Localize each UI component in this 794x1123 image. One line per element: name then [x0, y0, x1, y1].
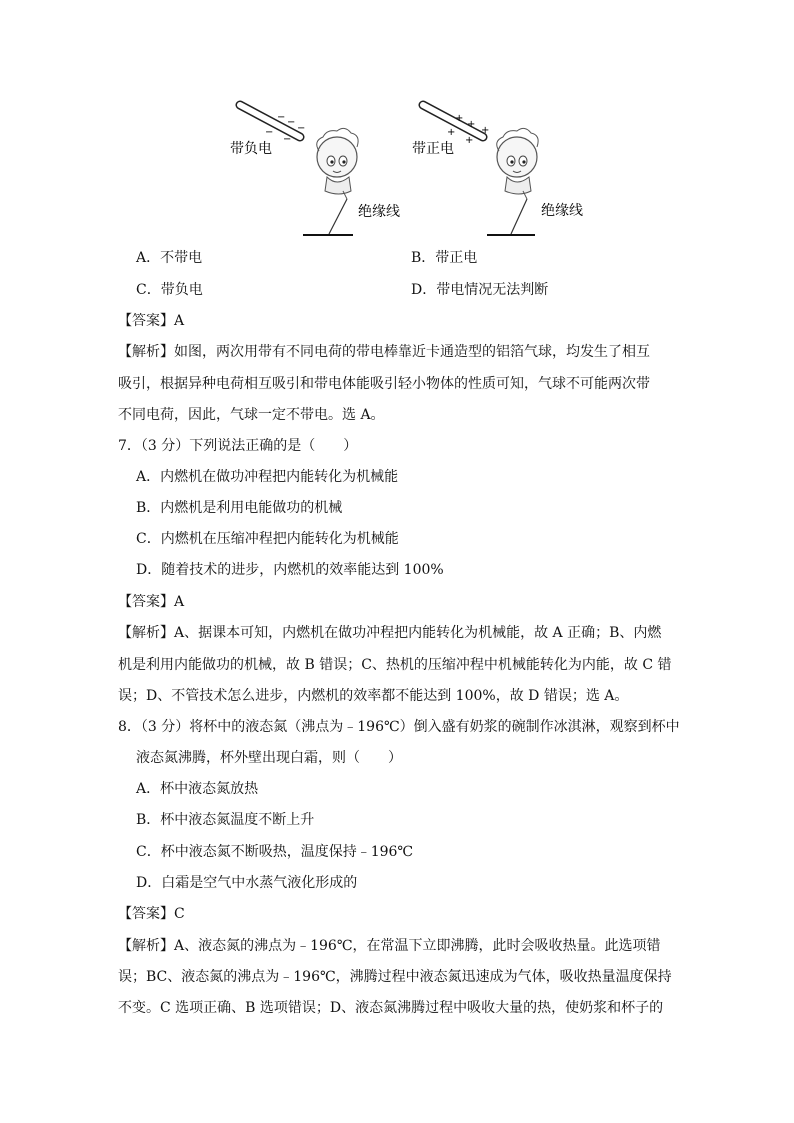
left-minus-5: −: [283, 134, 292, 145]
q6-option-d: D．带电情况无法判断: [411, 282, 549, 298]
left-string-label: 绝缘线: [358, 204, 400, 220]
q8-explanation-line-3: 不变。C 选项正确、B 选项错误；D、液态氮沸腾过程中吸收大量的热，使奶浆和杯子的: [118, 1000, 664, 1016]
right-rod-label: 带正电: [412, 141, 454, 157]
q8-option-c: C．杯中液态氮不断吸热，温度保持﹣196℃: [136, 844, 414, 860]
left-string: [329, 199, 347, 234]
right-string-label: 绝缘线: [541, 203, 583, 219]
q8-stem-line-1: 8．（3 分）将杯中的液态氮（沸点为﹣196℃）倒入盛有奶浆的碗制作冰淇淋，观察到杯中: [118, 719, 680, 735]
right-plus-5: +: [465, 135, 474, 146]
q7-explanation-line-1: 【解析】A、据课本可知，内燃机在做功冲程把内能转化为机械能，故 A 正确；B、内燃: [118, 625, 662, 641]
q8-option-b: B．杯中液态氮温度不断上升: [136, 812, 315, 828]
right-plus-2: +: [467, 119, 476, 130]
q7-option-b: B．内燃机是利用电能做功的机械: [136, 500, 343, 516]
q8-stem-line-2: 液态氮沸腾，杯外壁出现白霜，则（ ）: [136, 750, 402, 766]
left-balloon: [317, 128, 358, 199]
q8-explanation-line-2: 误；BC、液态氮的沸点为﹣196℃，沸腾过程中液态氮迅速成为气体，吸收热量温度保持: [118, 969, 672, 985]
q6-option-a: A．不带电: [136, 250, 203, 266]
figure-charged-rods-balloon: [225, 95, 595, 245]
figure-svg: [225, 95, 595, 245]
q8-option-a: A．杯中液态氮放热: [136, 781, 259, 797]
q7-stem: 7．（3 分）下列说法正确的是（ ）: [118, 438, 358, 454]
q6-option-c: C．带负电: [136, 282, 203, 298]
q7-option-a: A．内燃机在做功冲程把内能转化为机械能: [136, 469, 399, 485]
q6-answer: 【答案】A: [118, 313, 185, 329]
q7-explanation-line-3: 误；D、不管技术怎么进步，内燃机的效率都不能达到 100%，故 D 错误；选 A。: [118, 688, 629, 704]
q8-option-d: D．白霜是空气中水蒸气液化形成的: [136, 875, 358, 891]
q7-option-d: D．随着技术的进步，内燃机的效率能达到 100%: [136, 562, 444, 578]
right-plus-3: +: [481, 125, 490, 136]
q8-explanation-line-1: 【解析】A、液态氮的沸点为﹣196℃，在常温下立即沸腾，此时会吸收热量。此选项错: [118, 938, 661, 954]
left-rod-label: 带负电: [230, 141, 272, 157]
right-balloon: [497, 128, 538, 199]
q6-explanation-line-3: 不同电荷，因此，气球一定不带电。选 A。: [118, 407, 385, 423]
q7-option-c: C．内燃机在压缩冲程把内能转化为机械能: [136, 531, 399, 547]
q6-explanation-line-2: 吸引，根据异种电荷相互吸引和带电体能吸引轻小物体的性质可知，气球不可能两次带: [118, 376, 650, 392]
left-minus-3: −: [297, 123, 306, 134]
q8-answer: 【答案】C: [118, 906, 185, 922]
right-plus-1: +: [455, 113, 464, 124]
q6-option-b: B．带正电: [411, 250, 478, 266]
left-minus-4: −: [265, 127, 274, 138]
q7-answer: 【答案】A: [118, 594, 185, 610]
left-minus-1: −: [277, 112, 286, 123]
left-minus-2: −: [287, 117, 296, 128]
q6-explanation-line-1: 【解析】如图，两次用带有不同电荷的带电棒靠近卡通造型的铝箔气球，均发生了相互: [118, 344, 650, 360]
q7-explanation-line-2: 机是利用内能做功的机械，故 B 错误；C、热机的压缩冲程中机械能转化为内能，故 C 错: [118, 657, 672, 673]
right-string: [511, 199, 527, 234]
right-plus-4: +: [447, 127, 456, 138]
